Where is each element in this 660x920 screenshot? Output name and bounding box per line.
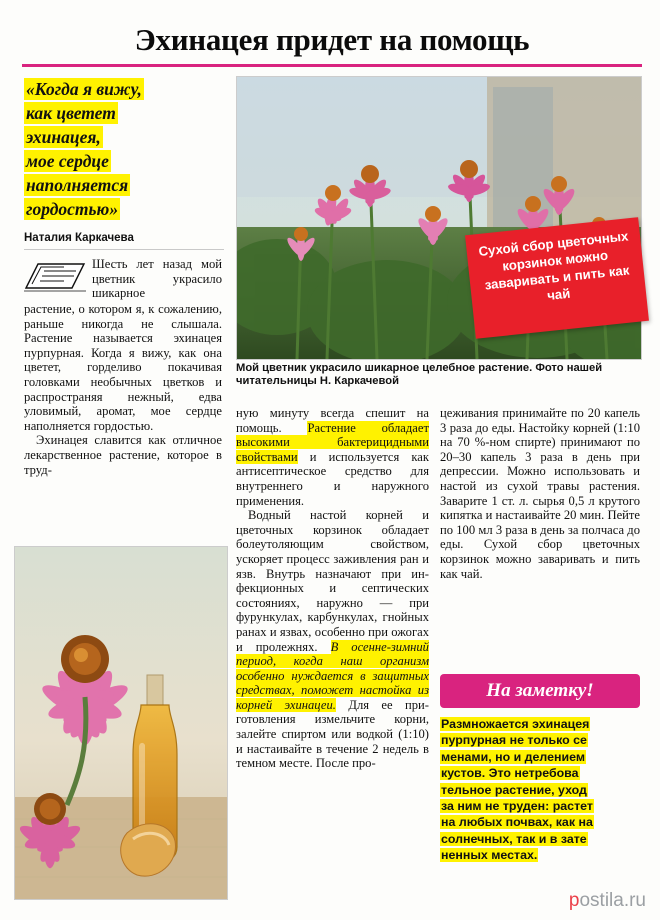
lead-paragraph-body xyxy=(24,302,222,477)
photo-echinacea-tincture xyxy=(14,546,228,900)
highlighted-run: В осенне-зимний период, когда наш организм особенно нуждается в защитных средствах, поможет настойка из корней эхинацеи. xyxy=(236,639,429,712)
watermark xyxy=(569,890,646,912)
lead-text: растение, о котором я, к сожалению, раньше никогда не слышала. Растение называется эхинацея пурпурная. Когда я вижу, как она цветет, горделиво покачивая головками необычных цветков и распространяя нежный, едва уловимый, аромат, мое сердце наполняется гордостью. xyxy=(24,302,222,433)
note-line: кустов. Это нетребова xyxy=(441,766,579,781)
red-callout xyxy=(465,217,649,339)
body-column-middle xyxy=(236,406,429,771)
note-line: пурпурная не только се xyxy=(441,733,587,748)
paragraph xyxy=(236,508,429,771)
text-run: ную минуту всегда спешит на помощь. xyxy=(236,406,429,435)
text-run: и используется как антисептическое средство для внутреннего и наружного применения. xyxy=(236,449,429,508)
note-line: ненных местах. xyxy=(441,848,538,863)
paragraph: цеживания принимайте по 20 капель 3 раза до еды. Настойку корней (1:10 на 70 %-ном спирте) принимают по 20–30 капель 3 раза в день при депрессии. Можно использовать и настой из сухой травы растения. Заварите 1 ст. л. сырья 0,5 л крутого кипятка и настаивайте 20 мин. Пейте по 100 мл 3 раза в день за полчаса до еды. Сухой сбор цветочных корзинок можно заваривать и пить как чай. xyxy=(440,406,640,581)
note-header xyxy=(440,674,640,708)
pull-quote-line: наполняется xyxy=(26,175,129,195)
pull-quote-line: как цветет xyxy=(26,103,116,123)
note-line: солнечных, так и в зате xyxy=(441,831,587,846)
body-column-right xyxy=(440,406,640,581)
text-run: Для ее приготовления измельчите корни, залейте спиртом или водкой (1:10) и настаивайте в течение 2 недель в темном месте. После про- xyxy=(236,697,429,771)
byline: Наталия Каркачева xyxy=(24,232,134,244)
text-run: Водный настой корней и цветочных корзинок обладает болеутоляющим свойством, ускоряет процесс заживления ран и язв. Внутрь назначают при инфекционных и септических состояниях, наружно — при фурункулах, карбункулах, гнойных ранах и язвах, особенно при ожогах и пролежнях. xyxy=(236,508,429,654)
note-line: тельное растение, уход xyxy=(441,782,587,797)
pull-quote-line: мое сердце xyxy=(26,151,109,171)
paragraph xyxy=(236,406,429,508)
byline-divider xyxy=(24,249,224,250)
page-title: Эхинацея придет на помощь xyxy=(134,22,530,57)
highlighted-run: Растение обладает высокими бактерицидными свойствами xyxy=(236,420,429,464)
note-line: Размножается эхинацея xyxy=(441,717,590,731)
pull-quote xyxy=(24,78,220,222)
pull-quote-line: эхинацея, xyxy=(26,127,101,147)
lead-text-2: Эхинацея славится как отличное лекарственное растение, которое в труд- xyxy=(24,433,222,477)
pull-quote-line: гордостью» xyxy=(26,199,119,219)
note-line: за ним не труден: растет xyxy=(441,799,593,814)
pull-quote-line: «Когда я вижу, xyxy=(26,79,142,99)
watermark-dot: p xyxy=(568,890,580,911)
letter-icon xyxy=(24,258,86,292)
watermark-text: ostila.ru xyxy=(579,890,646,911)
note-line: на любых почвах, как на xyxy=(441,815,593,830)
note-body xyxy=(440,716,640,864)
title-divider xyxy=(22,64,642,67)
note-line: менами, но и делением xyxy=(441,749,586,764)
red-callout-text: Сухой сбор цветочных корзинок можно заваривать и пить как чай xyxy=(477,228,630,304)
photo-caption: Мой цветник украсило шикарное целебное растение. Фото нашей читательницы Н. Каркачевой xyxy=(236,362,603,387)
note-title: На заметку! xyxy=(486,680,594,701)
lead-paragraph-start: Шесть лет назад мой цветник украсило шикарное xyxy=(92,257,222,301)
